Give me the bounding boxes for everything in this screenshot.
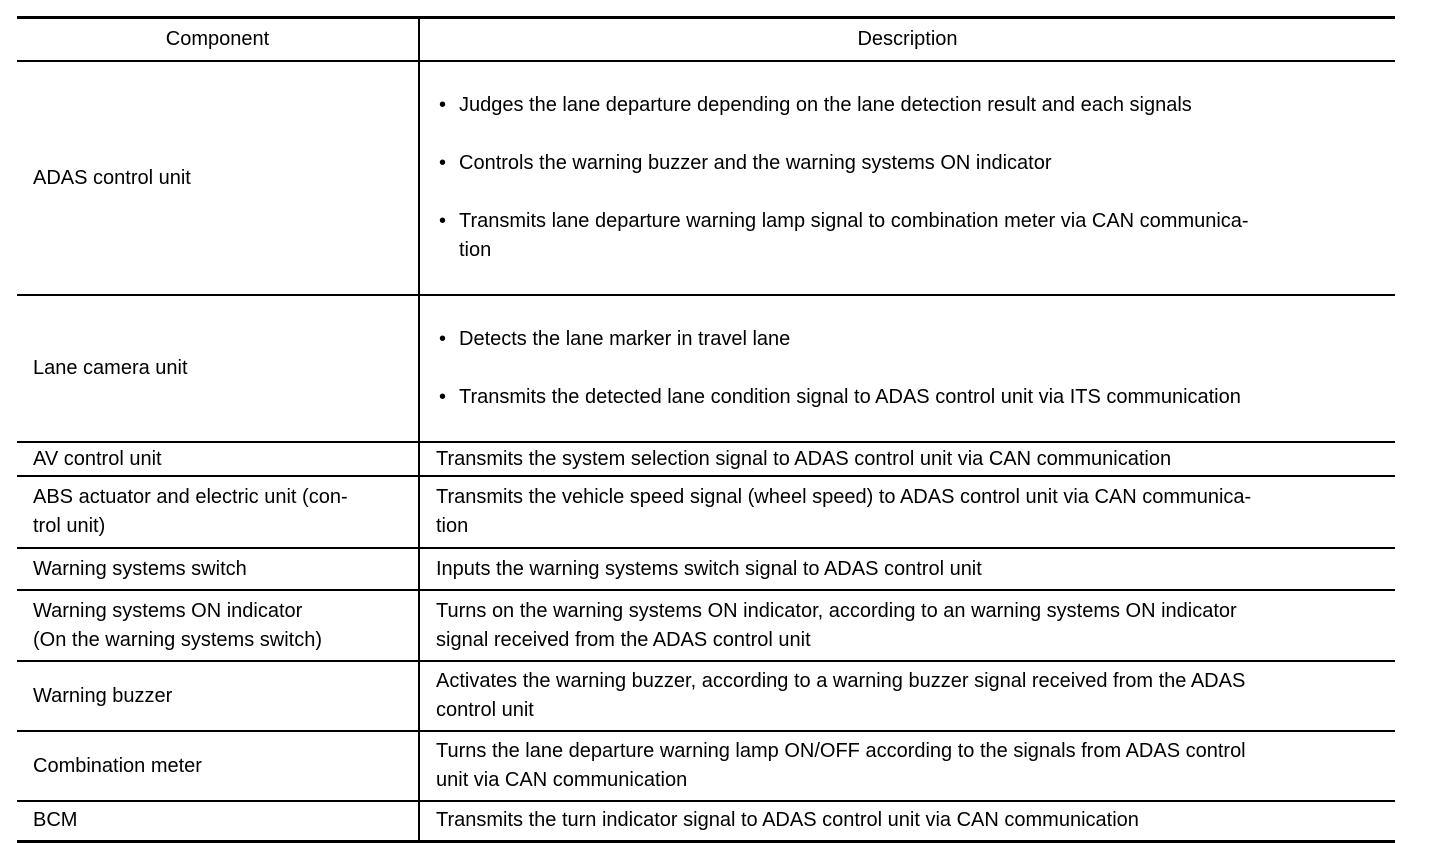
component-cell: Lane camera unit	[17, 295, 419, 442]
table-row	[17, 61, 1395, 295]
description-cell: Turns the lane departure warning lamp ON/OFF according to the signals from ADAS control unit via CAN communication	[419, 731, 1395, 801]
table-row	[17, 801, 1395, 841]
table-row	[17, 295, 1395, 442]
header-row	[17, 18, 1395, 62]
component-cell: BCM	[17, 801, 419, 841]
component-cell: Warning systems switch	[17, 548, 419, 590]
bullet-item: • Judges the lane departure depending on the lane detection result and each signals	[436, 91, 1379, 120]
header-description: Description	[857, 28, 958, 50]
table-row	[17, 442, 1395, 476]
component-cell: ABS actuator and electric unit (con- trol unit)	[17, 476, 419, 548]
table-row	[17, 661, 1395, 731]
component-description-table	[17, 16, 1395, 843]
description-cell: Turns on the warning systems ON indicator, according to an warning systems ON indicator signal received from the ADAS control unit	[419, 590, 1395, 661]
table-row	[17, 548, 1395, 590]
component-cell: Warning systems ON indicator (On the warning systems switch)	[17, 590, 419, 661]
table-row	[17, 590, 1395, 661]
bullet-item: • Detects the lane marker in travel lane	[436, 325, 1379, 354]
component-cell: Combination meter	[17, 731, 419, 801]
component-cell: AV control unit	[17, 442, 419, 476]
bullet-item: • Transmits the detected lane condition signal to ADAS control unit via ITS communication	[436, 383, 1379, 412]
description-cell	[419, 295, 1395, 442]
description-cell: Inputs the warning systems switch signal to ADAS control unit	[419, 548, 1395, 590]
description-cell	[419, 61, 1395, 295]
table-row	[17, 731, 1395, 801]
component-cell: Warning buzzer	[17, 661, 419, 731]
description-cell: Activates the warning buzzer, according to a warning buzzer signal received from the ADAS control unit	[419, 661, 1395, 731]
bullet-item: • Transmits lane departure warning lamp signal to combination meter via CAN communica- tion	[436, 207, 1379, 265]
description-cell: Transmits the vehicle speed signal (wheel speed) to ADAS control unit via CAN communica- tion	[419, 476, 1395, 548]
header-component: Component	[17, 18, 419, 62]
description-cell: Transmits the turn indicator signal to ADAS control unit via CAN communication	[419, 801, 1395, 841]
component-cell: ADAS control unit	[17, 61, 419, 295]
description-cell: Transmits the system selection signal to ADAS control unit via CAN communication	[419, 442, 1395, 476]
table-row	[17, 476, 1395, 548]
bullet-item: • Controls the warning buzzer and the warning systems ON indicator	[436, 149, 1379, 178]
